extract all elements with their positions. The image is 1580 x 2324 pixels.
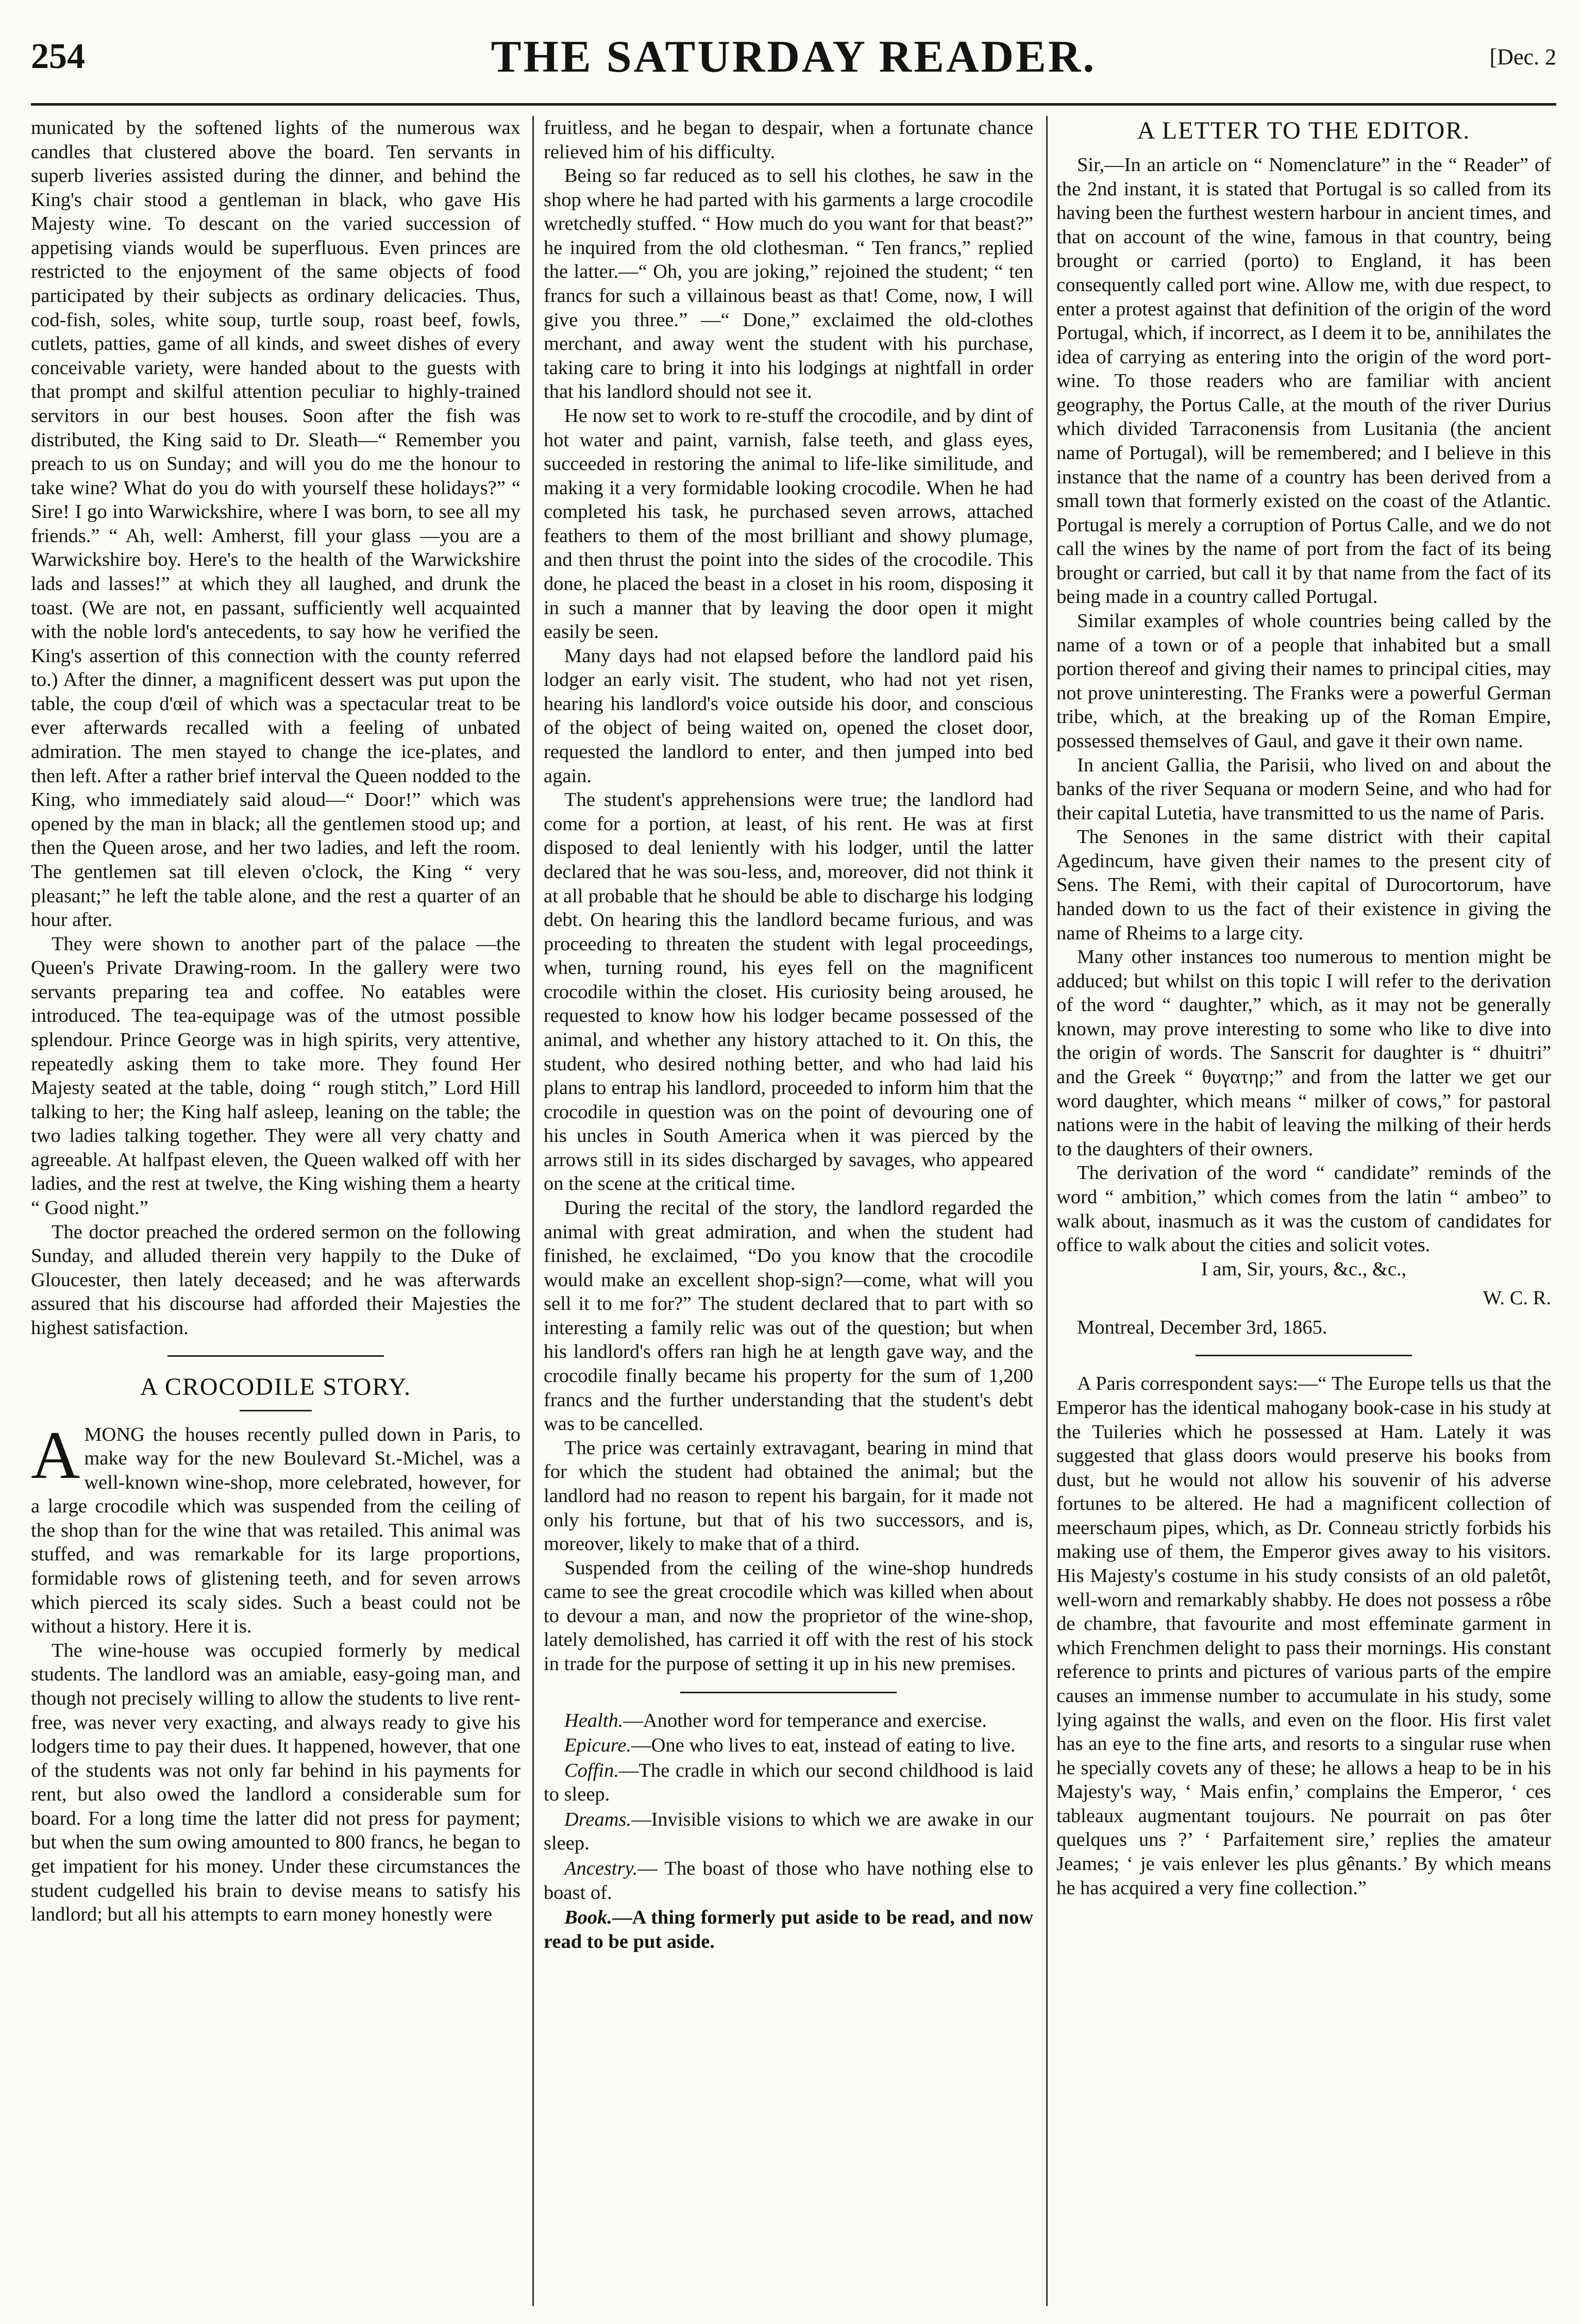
- paragraph: The wine-house was occupied formerly by medical students. The landlord was an amiable, easy-going man, and though not precisely willing to allow the students to live rent-free, was never very exacting, and always ready to give his lodgers time to pay their dues. It happened, however, that one of the students was not only far behind in his payments for rent, but also owed the landlord a considerable sum for board. For a long time the latter did not press for payment; but when the sum owing amounted to 800 francs, he began to get impatient for his money. Under these circumstances the student cudgelled his brain to devise means to satisfy his landlord; but all his attempts to earn money honestly were: [31, 1639, 520, 1926]
- paragraph: The doctor preached the ordered sermon on the following Sunday, and alluded therein very happily to the Duke of Gloucester, then lately deceased; and he was afterwards assured that his discourse had afforded their Majesties the highest satisfaction.: [31, 1221, 520, 1339]
- definition: [544, 1759, 1033, 1807]
- paragraph: [31, 1417, 520, 1639]
- definition-text: —A thing formerly put aside to be read, and now read to be put aside.: [544, 1907, 1033, 1952]
- paragraph: Suspended from the ceiling of the wine-shop hundreds came to see the great crocodile which was killed when about to devour a man, and now the proprietor of the wine-shop, lately demolished, has carried it off with the rest of his stock in trade for the purpose of setting it up in his new premises.: [544, 1557, 1033, 1675]
- issue-date: [Dec. 2: [1489, 44, 1556, 70]
- definition-text: —Invisible visions to which we are awake in our sleep.: [544, 1808, 1033, 1855]
- column-divider: [532, 116, 534, 2306]
- definition-text: — The boast of those who have nothing else to boast of.: [544, 1858, 1033, 1904]
- column-1: [31, 116, 520, 2306]
- definition-term: Ancestry.: [564, 1858, 638, 1880]
- paragraph: Being so far reduced as to sell his clothes, he saw in the shop where he had parted with his garments a large crocodile wretchedly stuffed. “ How much do you want for that beast?” he inquired from the old clothesman. “ Ten francs,” replied the latter.—“ Oh, you are joking,” rejoined the student; “ ten francs for such a villainous beast as that! Come, now, I will give you three.” —“ Done,” exclaimed the old-clothes merchant, and away went the student with his purchase, taking care to bring it into his lodgings at nightfall in order that his landlord should not see it.: [544, 165, 1033, 403]
- paragraph: municated by the softened lights of the numerous wax candles that clustered above the board. Ten servants in superb liveries assisted during the dinner, and behind the King's chair stood a gentleman in black, who gave His Majesty wine. To descant on the varied succession of appetising viands would be superfluous. Even princes are restricted to the enjoyment of the same objects of food participated by their subjects as ordinary delicacies. Thus, cod-fish, soles, white soup, turtle soup, roast beef, fowls, cutlets, patties, game of all kinds, and sweet dishes of every conceivable variety, were handed about to the guests with that prompt and skilful attention peculiar to highly-trained servitors in our best houses. Soon after the fish was distributed, the King said to Dr. Sleath—“ Remember you preach to us on Sunday; and will you do me the honour to take wine? What do you do with yourself these holidays?” “ Sire! I go into Warwickshire, where I was born, to see all my friends.” “ Ah, well: Amherst, fill your glass —you are a Warwickshire boy. Here's to the health of the Warwickshire lads and lasses!” at which they all laughed, and drunk the toast. (We are not, en passant, sufficiently well acquainted with the noble lord's antecedents, to say how he verified the King's assertion of this connection with the county referred to.) After the dinner, a magnificent dessert was put upon the table, the coup d'œil of which was a spectacular treat to be ever afterwards recalled with a feeling of unbated admiration. The men stayed to change the ice-plates, and then left. After a rather brief interval the Queen nodded to the King, who immediately said aloud—“ Door!” which was opened by the man in black; all the gentlemen stood up; and then the Queen arose, and her two ladies, and left the room. The gentlemen sat till eleven o'clock, the King “ very pleasant;” he left the table alone, and the rest a quarter of an hour after.: [31, 117, 520, 931]
- column-divider: [1046, 116, 1048, 2306]
- paragraph: A Paris correspondent says:—“ The Europe tells us that the Emperor has the identical mahogany book-case in his study at the Tuileries which he possessed at Ham. Lately it was suggested that glass doors would preserve his books from dust, but he would not allow his souvenir of his adverse fortunes to be altered. He had a magnificent collection of meerschaum pipes, which, as Dr. Conneau strictly forbids his making use of them, the Emperor gives away to his visitors. His Majesty's costume in his study consists of an old paletôt, well-worn and remarkably shabby. He does not possess a rôbe de chambre, that favourite and most effeminate garment in which Frenchmen delight to pass their mornings. His constant reference to prints and pictures of various parts of the empire causes an immense number to accumulate in his study, some lying against the walls, and even on the floor. His first valet has an eye to the fine arts, and resorts to a singular ruse when he specially covets any of these; he allows a heap to be in his Majesty's way, ‘ Mais enfin,’ complains the Emperor, ‘ ces tableaux augmentant toujours. Ne pourrait on pas ôter quelques uns ?’ ‘ Parfaitement sire,’ replies the amateur Jeames; ‘ je vais enlever les plus gênants.’ By which means he has acquired a very fine collection.”: [1056, 1373, 1551, 1899]
- paragraph: The Senones in the same district with their capital Agedincum, have given their names to the present city of Sens. The Remi, with their capital of Durocortorum, have handed down to us the fact of their existence in giving the name of Rheims to a large city.: [1056, 826, 1551, 944]
- definition: [544, 1906, 1033, 1953]
- article-heading: A LETTER TO THE EDITOR.: [1137, 117, 1471, 144]
- paragraph: fruitless, and he began to despair, when a fortunate chance relieved him of his difficulty.: [544, 117, 1033, 163]
- page-title: THE SATURDAY READER.: [491, 31, 1097, 82]
- header-rule: [31, 103, 1556, 106]
- heading-rule: [240, 1410, 312, 1411]
- article-heading: A CROCODILE STORY.: [140, 1373, 412, 1401]
- paragraph: The derivation of the word “ candidate” reminds of the word “ ambition,” which comes from the latin “ ambeo” to walk about, inasmuch as it was the custom of candidates for office to walk about the cities and solicit votes.: [1056, 1162, 1551, 1256]
- paragraph: Many other instances too numerous to mention might be adduced; but whilst on this topic I will refer to the derivation of the word “ daughter,” which, as it may not be generally known, may prove interesting to some who like to dive into the origin of words. The Sanscrit for daughter is “ dhuitri” and the Greek “ θυγατηρ;” and from the latter we get our word daughter, which means “ milker of cows,” for pastoral nations were in the habit of leaving the milking of their herds to the daughters of their owners.: [1056, 946, 1551, 1160]
- definition: [544, 1709, 1033, 1733]
- definition-term: Coffin.: [564, 1759, 619, 1781]
- paragraph: In ancient Gallia, the Parisii, who lived on and about the banks of the river Sequana or modern Seine, and who had for their capital Lutetia, have transmitted to us the name of Paris.: [1056, 754, 1551, 824]
- section-rule: [680, 1692, 897, 1693]
- letter-closing: I am, Sir, yours, &c., &c.,: [1201, 1258, 1407, 1280]
- paragraph: During the recital of the story, the landlord regarded the animal with great admiration, and when the student had finished, he exclaimed, “Do you know that the crocodile would make an excellent shop-sign?—come, what will you sell it to me for?” The student declared that to part with so interesting a family relic was out of the question; but when his landlord's offers ran high he at length gave way, and the crocodile finally became his property for the sum of 1,200 francs and the further understanding that the student's debt was to be cancelled.: [544, 1197, 1033, 1435]
- paragraph: Sir,—In an article on “ Nomenclature” in the “ Reader” of the 2nd instant, it is stated that Portugal is so called from its having been the furthest western harbour in ancient times, and that on account of the wine, famous in that country, being brought or carried (porto) to England, it has been consequently called port wine. Allow me, with due respect, to enter a protest against that definition of the origin of the word Portugal, which, if incorrect, as I deem it to be, annihilates the idea of carrying as entering into the origin of the word port-wine. To those readers who are familiar with ancient geography, the Portus Calle, at the mouth of the river Durius which divided Tarraconensis from Lusitania (the ancient name of Portugal), will be remembered; and I believe in this instance that the name of a country has been derived from a small town that formerly existed on the coast of the Atlantic. Portugal is merely a corruption of Portus Calle, and we do not call the wines by the name of port from the fact of its being brought or carried, but call it by that name from the fact of its being made in a country called Portugal.: [1056, 154, 1551, 608]
- definition-text: —Another word for temperance and exercise.: [623, 1709, 987, 1731]
- section-rule: [167, 1355, 384, 1357]
- column-2: [544, 116, 1033, 2306]
- masthead: [31, 15, 1556, 98]
- definition-text: —The cradle in which our second childhood is laid to sleep.: [544, 1759, 1033, 1806]
- paragraph: The student's apprehensions were true; the landlord had come for a portion, at least, of his rent. He was at first disposed to deal leniently with his lodger, until the latter declared that he was sou-less, and, moreover, did not think it at all probable that he should be able to discharge his lodging debt. On hearing this the landlord became furious, and was proceeding to threaten the student with legal proceedings, when, turning round, his eyes fell on the magnificent crocodile within the closet. His curiosity being aroused, he requested to know how his lodger became possessed of the animal, and whether any history attached to it. On this, the student, who desired nothing better, and who had laid his plans to entrap his landlord, proceeded to inform him that the crocodile in question was on the point of devouring one of his uncles in South America when it was pierced by the arrows still in its sides discharged by savages, who appeared on the scene at the critical time.: [544, 789, 1033, 1195]
- definition: [544, 1733, 1033, 1758]
- paragraph-text: MONG the houses recently pulled down in Paris, to make way for the new Boulevard St.-Michel, was a well-known wine-shop, more celebrated, however, for a large crocodile which was suspended from the ceiling of the shop than for the wine that was retailed. This animal was stuffed, and was remarkable for its large proportions, formidable rows of glistening teeth, and for seven arrows which pierced its scaly sides. Such a beast could not be without a history. Here it is.: [31, 1423, 520, 1638]
- drop-cap: A: [31, 1417, 80, 1493]
- definition: [544, 1857, 1033, 1905]
- definition-term: Health.: [564, 1709, 624, 1731]
- paragraph: Many days had not elapsed before the landlord paid his lodger an early visit. The student, who had not yet risen, hearing his landlord's voice outside his door, and conscious of the object of being waited on, opened the closet door, requested the landlord to enter, and then jumped into bed again.: [544, 645, 1033, 787]
- definition: [544, 1808, 1033, 1856]
- definition-text: —One who lives to eat, instead of eating to live.: [631, 1734, 1016, 1757]
- definition-term: Epicure.: [564, 1734, 632, 1757]
- definition-term: Book.: [564, 1907, 613, 1929]
- paragraph: They were shown to another part of the palace —the Queen's Private Drawing-room. In the gallery were two servants preparing tea and coffee. No eatables were introduced. The tea-equipage was of the utmost possible splendour. Prince George was in high spirits, very attentive, repeatedly asking them to take more. They found Her Majesty seated at the table, doing “ rough stitch,” Lord Hill talking to her; the King half asleep, leaning on the table; the two ladies talking together. They were all very chatty and agreeable. At halfpast eleven, the Queen walked off with her ladies, and the rest at twelve, the King wishing them a hearty “ Good night.”: [31, 933, 520, 1219]
- page-number: 254: [31, 37, 85, 76]
- paragraph: The price was certainly extravagant, bearing in mind that for which the student had obtained the animal; but the landlord had no reason to repent his bargain, for it made not only his fortune, but that of his two successors, and is, moreover, likely to make that of a third.: [544, 1437, 1033, 1555]
- section-rule: [1196, 1355, 1412, 1356]
- paragraph: He now set to work to re-stuff the crocodile, and by dint of hot water and paint, varnish, false teeth, and glass eyes, succeeded in restoring the animal to life-like similitude, and making it a very formidable looking crocodile. When he had completed his task, he purchased seven arrows, attached feathers to them of the most brilliant and showy plumage, and then thrust the point into the sides of the crocodile. This done, he placed the beast in a closet in his room, disposing it in such a manner that by leaving the door open it might easily be seen.: [544, 405, 1033, 643]
- column-3: [1056, 116, 1551, 2306]
- letter-signature: W. C. R.: [1483, 1287, 1551, 1309]
- definition-term: Dreams.: [564, 1808, 632, 1830]
- paragraph: Similar examples of whole countries being called by the name of a town or of a people that inhabited but a small portion thereof and giving their names to principal cities, may not prove uninteresting. The Franks were a powerful German tribe, which, at the breaking up of the Roman Empire, possessed themselves of Gaul, and gave it their own name.: [1056, 610, 1551, 752]
- letter-place-date: Montreal, December 3rd, 1865.: [1077, 1316, 1327, 1338]
